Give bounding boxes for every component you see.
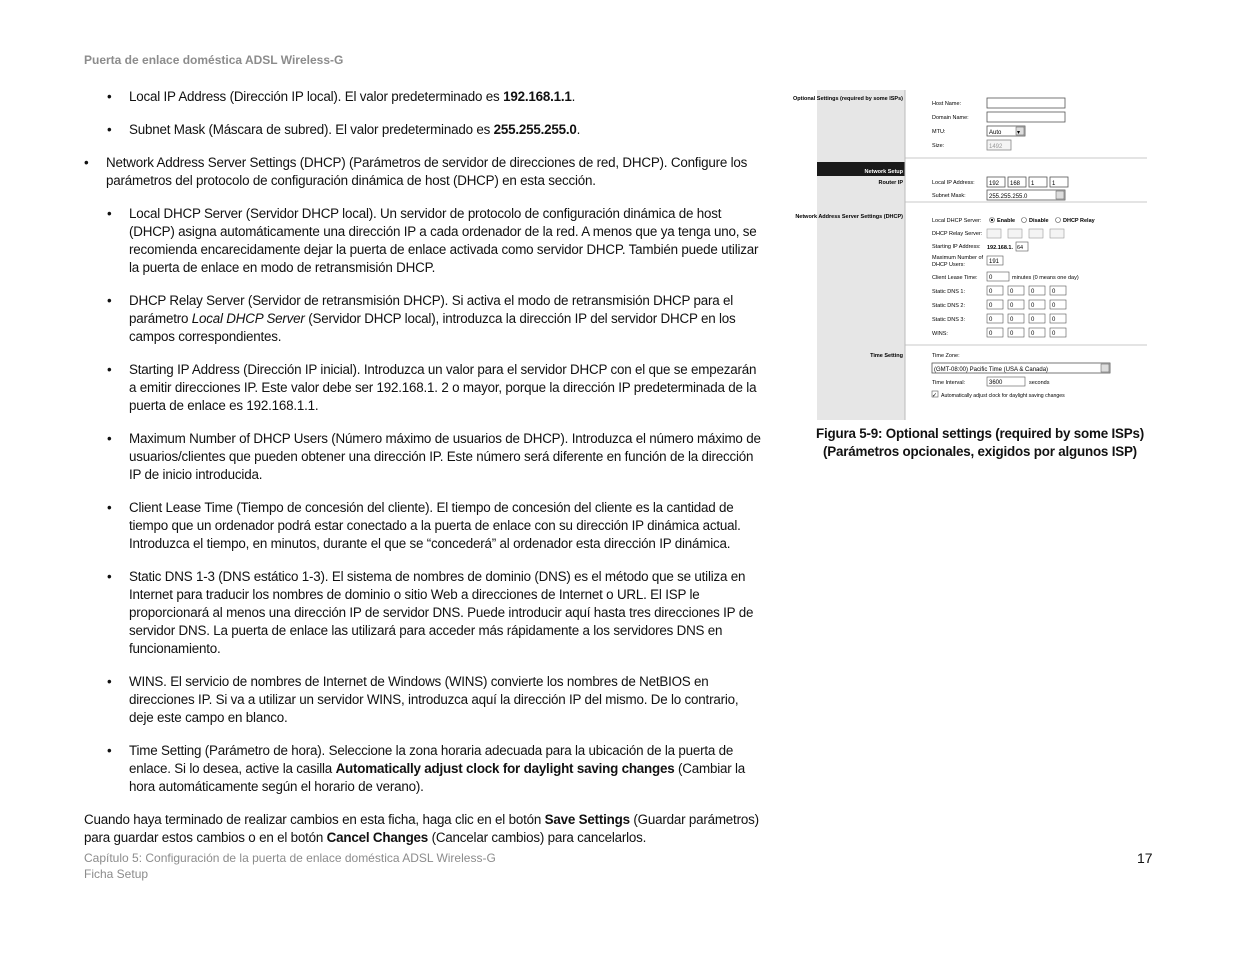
svg-text:Maximum Number of: Maximum Number of <box>932 255 984 261</box>
bullet-item <box>84 361 764 415</box>
fig-dns-inputs <box>987 286 1066 337</box>
bullet-item <box>84 205 764 277</box>
footer-section: Ficha Setup <box>84 867 149 881</box>
bullet-marker: • <box>107 743 112 758</box>
svg-text:3600: 3600 <box>989 380 1003 386</box>
svg-text:Disable: Disable <box>1029 218 1049 224</box>
fig-subnet-label: Subnet Mask: <box>932 193 966 199</box>
bullet-item <box>84 430 764 484</box>
fig-ip-octet-value: 0 <box>1031 317 1035 323</box>
text-run: Network Address Server Settings (DHCP) (Parámetros de servidor de direcciones de red, DHCP). Configure los parámetros del protocolo de configuración dinámica de host (DHCP) en esta sección. <box>106 155 748 188</box>
bullet-marker: • <box>107 674 112 689</box>
bullet-marker: • <box>107 122 112 137</box>
svg-text:DHCP Relay Server:: DHCP Relay Server: <box>932 231 983 237</box>
bullet-item <box>84 568 764 658</box>
fig-time-label: Time Setting <box>870 353 903 359</box>
bullet-marker: • <box>107 362 112 377</box>
svg-text:DHCP Relay: DHCP Relay <box>1063 218 1095 224</box>
bold-text: 255.255.255.0 <box>493 122 577 137</box>
svg-text:192.168.1.: 192.168.1. <box>987 245 1013 251</box>
fig-ip-octet-value: 0 <box>1010 303 1014 309</box>
svg-text:Local DHCP Server:: Local DHCP Server: <box>932 218 982 224</box>
fig-ip-octet-value: 0 <box>1010 331 1014 337</box>
bold-text: Automatically adjust clock for daylight saving changes <box>335 761 675 776</box>
svg-text:Time Interval:: Time Interval: <box>932 380 966 386</box>
svg-text:Automatically adjust clock for: Automatically adjust clock for daylight saving changes <box>941 393 1065 399</box>
fig-ip-octet-value: 0 <box>989 289 993 295</box>
svg-text:Enable: Enable <box>997 218 1016 224</box>
svg-text:✓: ✓ <box>932 393 938 399</box>
fig-mtu-label: MTU: <box>932 129 946 135</box>
bullet-marker: • <box>84 155 89 170</box>
fig-ip-octet-value: 0 <box>1031 331 1035 337</box>
bullet-item <box>84 499 764 553</box>
fig-size-value: 1492 <box>989 144 1003 150</box>
bullet-marker: • <box>107 569 112 584</box>
fig-router-ip-label: Router IP <box>878 180 903 186</box>
bullet-item <box>84 154 764 190</box>
text-run: Local IP Address (Dirección IP local). El valor predeterminado es <box>129 89 504 104</box>
svg-text:Static DNS 2:: Static DNS 2: <box>932 303 966 309</box>
bullet-item <box>84 121 764 139</box>
bold-text: Cancel Changes <box>326 830 429 845</box>
bullet-marker: • <box>107 293 112 308</box>
fig-mtu-value: Auto <box>989 130 1002 136</box>
fig-optional-label: Optional Settings (required by some ISPs) <box>792 96 903 102</box>
text-run: Local DHCP Server (Servidor DHCP local). Un servidor de protocolo de configuración dinámica de host (DHCP) asigna automáticamente una dirección IP a cada ordenador de la red. A menos que ya tenga uno, se recomienda encarecidamente dejar la puerta de enlace activada como servidor DHCP. También puede utilizar la puerta de enlace en modo de retransmisión DHCP. <box>129 206 759 275</box>
svg-text:191: 191 <box>989 259 1000 265</box>
svg-text:1: 1 <box>1052 181 1056 187</box>
text-run: . <box>576 122 581 137</box>
text-run: (Guardar parámetros) para guardar estos cambios o en el botón <box>84 812 759 845</box>
text-run: . <box>571 89 576 104</box>
svg-text:WINS:: WINS: <box>932 331 948 337</box>
fig-host-name-input <box>987 98 1065 108</box>
fig-host-name-label: Host Name: <box>932 101 962 107</box>
svg-text:Time Zone:: Time Zone: <box>932 353 960 359</box>
text-run: (Cambiar la hora automáticamente según el horario de verano). <box>129 761 746 794</box>
fig-size-label: Size: <box>932 143 945 149</box>
svg-text:Static DNS 3:: Static DNS 3: <box>932 317 966 323</box>
fig-domain-input <box>987 112 1065 122</box>
fig-ip-octet-value: 0 <box>1031 289 1035 295</box>
bullet-item <box>84 673 764 727</box>
fig-network-setup-label: Network Setup <box>864 169 903 175</box>
bullet-item <box>84 742 764 796</box>
svg-text:Static DNS 1:: Static DNS 1: <box>932 289 966 295</box>
svg-text:0: 0 <box>989 275 993 281</box>
fig-ip-octet-value: 0 <box>1031 303 1035 309</box>
caption-line-1: Figura 5-9: Optional settings (required by some ISPs) <box>816 426 1144 441</box>
text-run: Static DNS 1-3 (DNS estático 1-3). El sistema de nombres de dominio (DNS) es el método que se utiliza en Internet para traducir los nombres de dominio o sitio Web a direcciones de Internet o URL. El ISP le proporcionará al menos una dirección IP de servidor DNS. Puede introducir aquí hasta tres direcciones IP de servidor DNS. La puerta de enlace las utilizará para acceder más rápidamente a los servidores DNS en funcionamiento. <box>129 569 754 656</box>
svg-text:DHCP Users:: DHCP Users: <box>932 262 965 268</box>
running-header: Puerta de enlace doméstica ADSL Wireless-G <box>84 53 344 67</box>
svg-text:(GMT-08:00) Pacific Time (USA: (GMT-08:00) Pacific Time (USA & Canada) <box>934 367 1049 373</box>
fig-ip-octet-value: 0 <box>989 317 993 323</box>
svg-text:192: 192 <box>989 181 1000 187</box>
fig-ip-octet-value: 0 <box>989 303 993 309</box>
bold-text: 192.168.1.1 <box>503 89 572 104</box>
fig-ip-octet-value: 0 <box>1010 289 1014 295</box>
text-run: Subnet Mask (Máscara de subred). El valor predeterminado es <box>129 122 494 137</box>
footer-chapter: Capítulo 5: Configuración de la puerta de enlace doméstica ADSL Wireless-G <box>84 851 496 865</box>
italic-text: Local DHCP Server <box>191 311 305 326</box>
bullet-item <box>84 292 764 346</box>
svg-text:minutes (0 means one day): minutes (0 means one day) <box>1012 275 1079 281</box>
figure-left-panel <box>817 90 905 420</box>
text-run: (Cancelar cambios) para cancelarlos. <box>428 830 647 845</box>
bullet-marker: • <box>107 206 112 221</box>
figure-caption <box>790 425 1170 461</box>
svg-text:168: 168 <box>1010 181 1021 187</box>
svg-text:64: 64 <box>1017 245 1024 251</box>
svg-text:Client Lease Time:: Client Lease Time: <box>932 275 978 281</box>
fig-ip-octet-value: 0 <box>1010 317 1014 323</box>
text-run: Cuando haya terminado de realizar cambios en esta ficha, haga clic en el botón <box>84 812 545 827</box>
fig-ip-octet-value: 0 <box>1052 303 1056 309</box>
bullet-marker: • <box>107 431 112 446</box>
bullet-marker: • <box>107 89 112 104</box>
bullet-item <box>84 88 764 106</box>
fig-ip-octet-value: 0 <box>1052 331 1056 337</box>
fig-nas-label: Network Address Server Settings (DHCP) <box>795 214 903 220</box>
text-run: (Servidor DHCP local), introduzca la dirección IP del servidor DHCP en los campos correspondientes. <box>129 311 736 344</box>
fig-domain-label: Domain Name: <box>932 115 969 121</box>
text-run: Time Setting (Parámetro de hora). Seleccione la zona horaria adecuada para la ubicación de la puerta de enlace. Si lo desea, active la casilla <box>129 743 734 776</box>
caption-line-2: (Parámetros opcionales, exigidos por algunos ISP) <box>823 444 1137 459</box>
text-run: Maximum Number of DHCP Users (Número máximo de usuarios de DHCP). Introduzca el número máximo de usuarios/clientes que pueden obtener una dirección IP. Este número será diferente en función de la dirección IP de inicio introducida. <box>129 431 761 482</box>
fig-ip-octet-value: 0 <box>1052 289 1056 295</box>
page-footer <box>84 850 496 882</box>
text-run: DHCP Relay Server (Servidor de retransmisión DHCP). Si activa el modo de retransmisión DHCP para el parámetro <box>129 293 734 326</box>
fig-ip-octet-value: 0 <box>1052 317 1056 323</box>
page-number: 17 <box>1137 850 1153 866</box>
settings-screenshot-figure <box>792 90 1147 420</box>
closing-paragraph <box>84 811 764 847</box>
bold-text: Save Settings <box>544 812 630 827</box>
svg-text:255.255.255.0: 255.255.255.0 <box>989 194 1028 200</box>
fig-ip-octet-value: 0 <box>989 331 993 337</box>
text-run: Client Lease Time (Tiempo de concesión del cliente). El tiempo de concesión del cliente es la cantidad de tiempo que un ordenador podrá estar conectado a la puerta de enlace con su dirección IP dinámica actual. Introduzca el tiempo, en minutos, durante el que se “concederá” al ordenador esta dirección IP dinámica. <box>129 500 741 551</box>
fig-local-ip-label: Local IP Address: <box>932 180 975 186</box>
bullet-marker: • <box>107 500 112 515</box>
svg-text:▾: ▾ <box>1017 130 1021 136</box>
text-run: Starting IP Address (Dirección IP inicial). Introduzca un valor para el servidor DHCP con el que se empezarán a emitir direcciones IP. Este valor debe ser 192.168.1. 2 o mayor, porque la dirección IP predeterminada de la puerta de enlace es 192.168.1.1. <box>129 362 757 413</box>
svg-text:Starting IP Address:: Starting IP Address: <box>932 244 981 250</box>
text-run: WINS. El servicio de nombres de Internet de Windows (WINS) convierte los nombres de NetBIOS en direcciones IP. Si va a utilizar un servidor WINS, introduzca aquí la dirección IP del mismo. De lo contrario, deje este campo en blanco. <box>129 674 739 725</box>
svg-text:1: 1 <box>1031 181 1035 187</box>
svg-text:seconds: seconds <box>1029 380 1050 386</box>
body-text <box>84 88 764 862</box>
